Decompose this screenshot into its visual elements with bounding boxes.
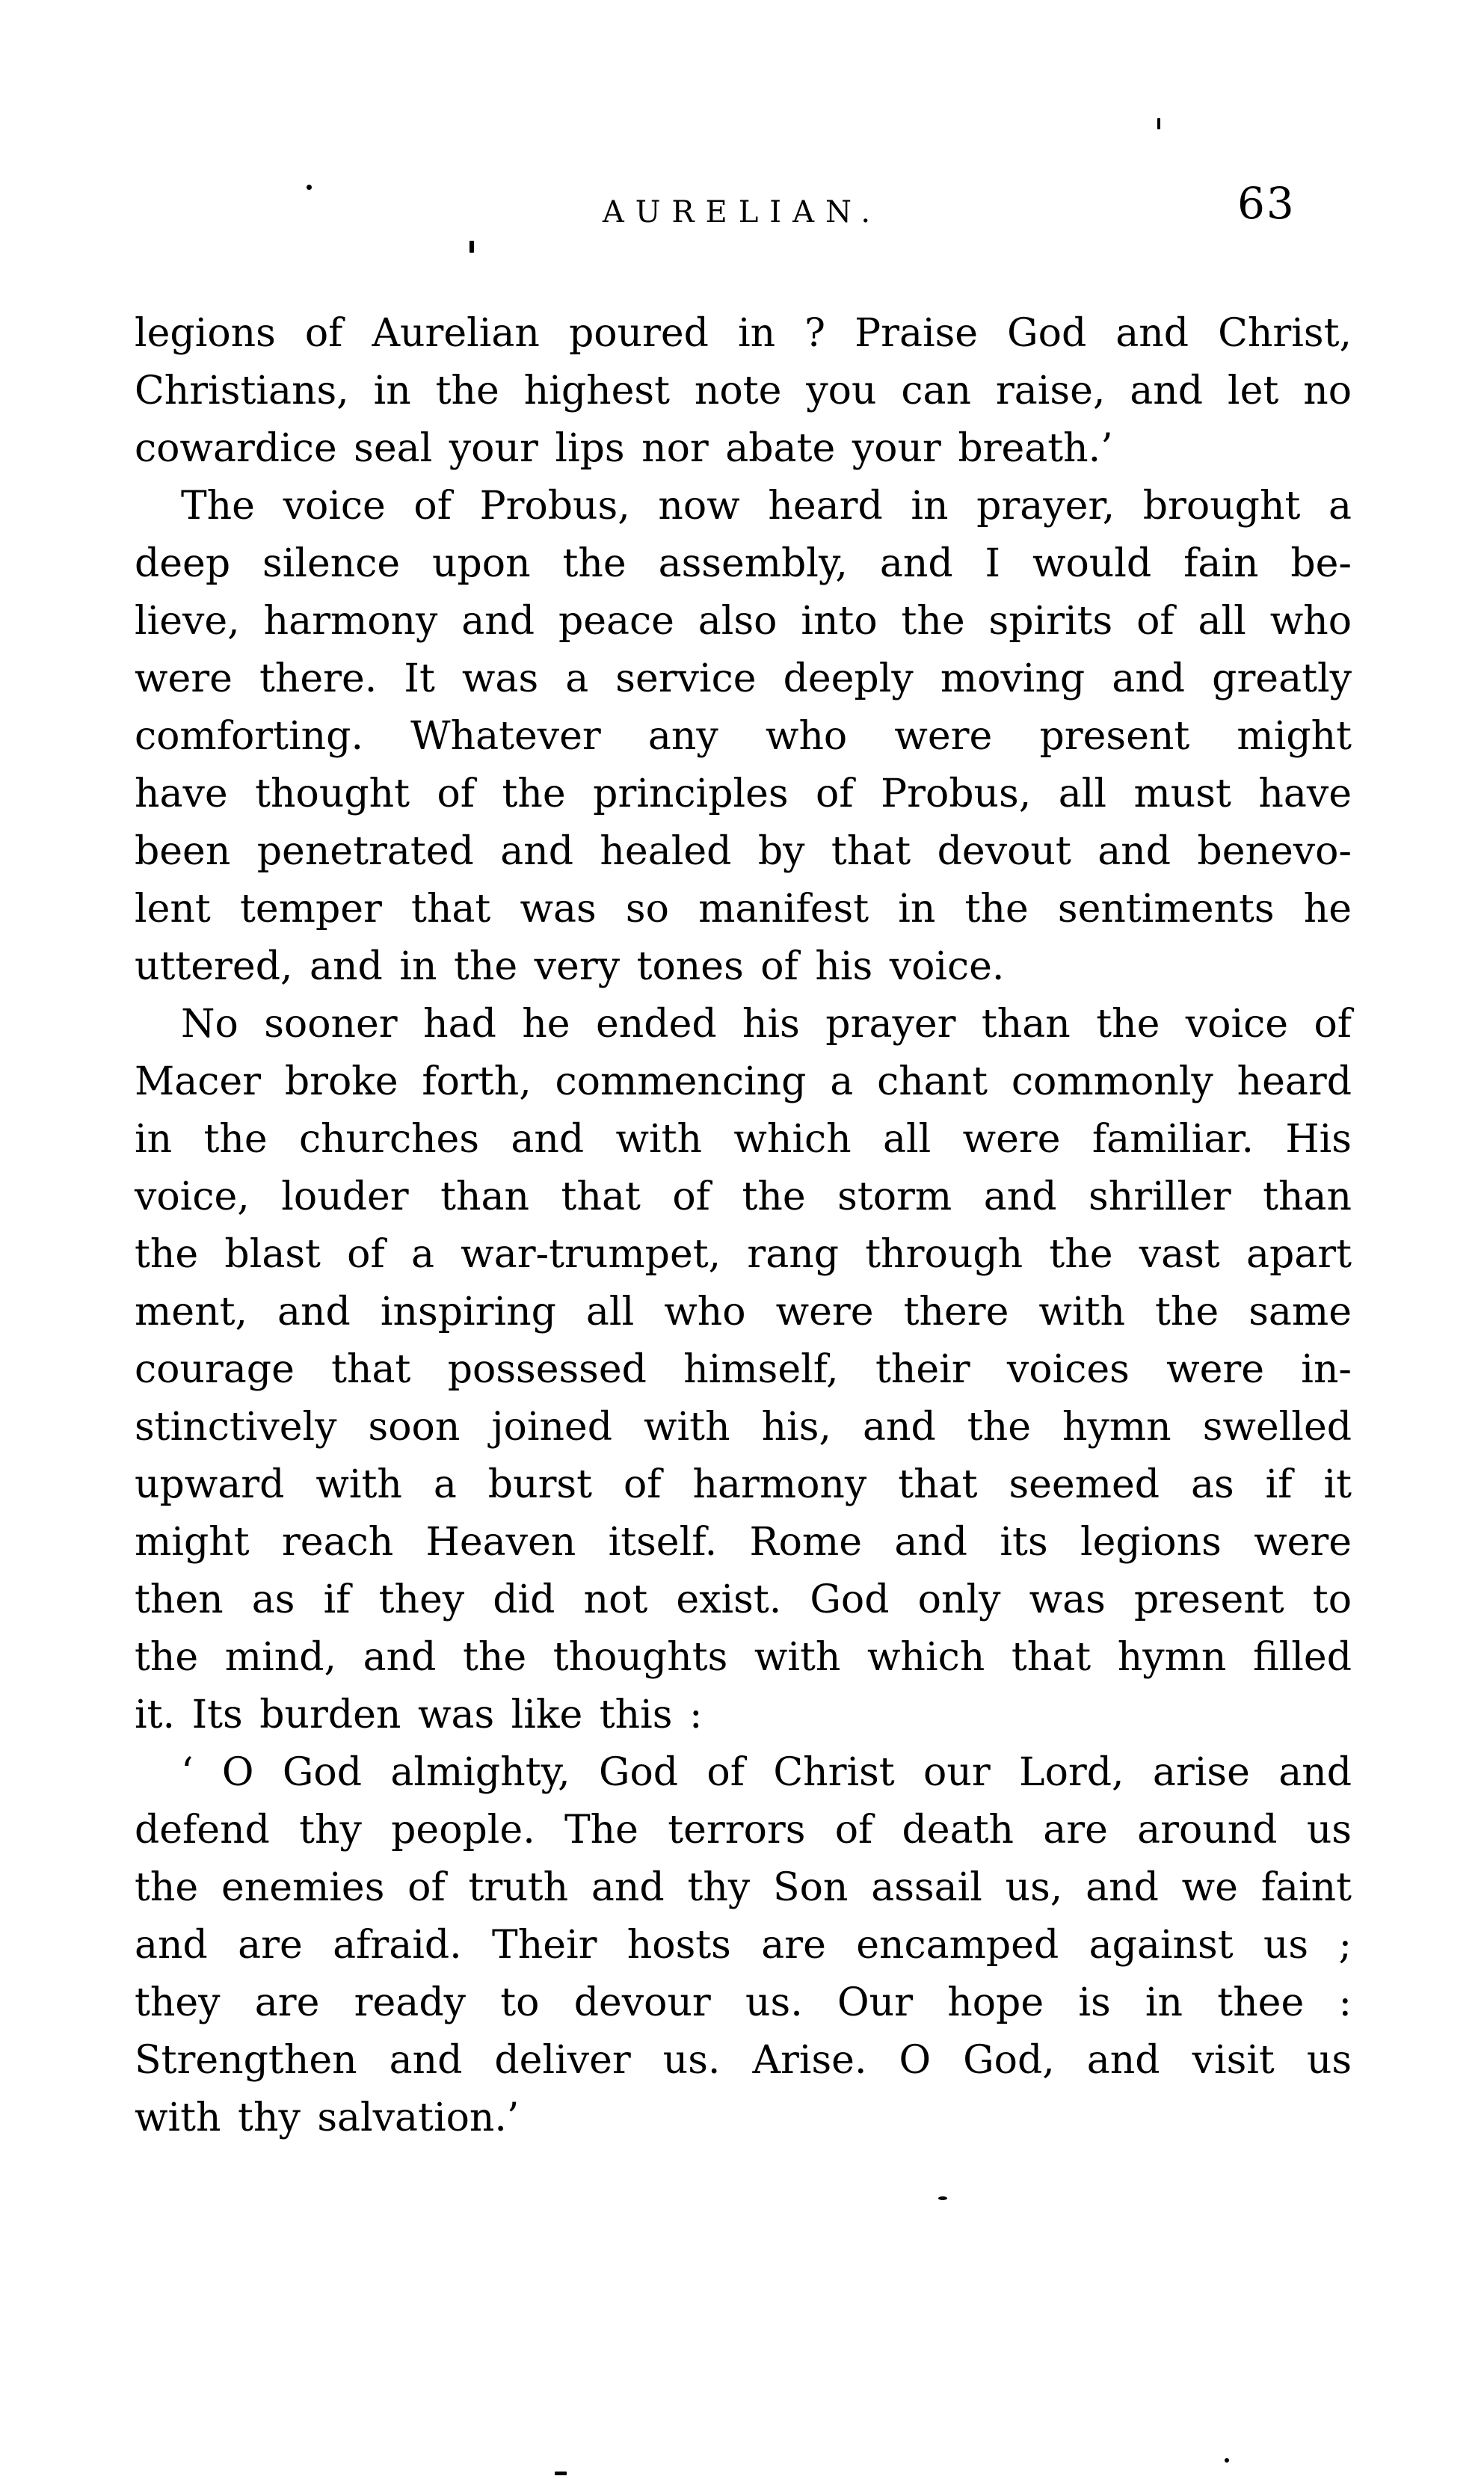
text-line: defend thy people. The terrors of death are around us: [135, 1808, 1352, 1853]
scan-speck: [469, 241, 474, 253]
text-line: it. Its burden was like this :: [135, 1693, 703, 1737]
text-line: been penetrated and healed by that devout and benevo-: [135, 829, 1352, 874]
page-number: 63: [1237, 178, 1296, 229]
running-head-title: AURELIAN.: [602, 195, 882, 230]
text-line: ment, and inspiring all who were there with the same: [135, 1290, 1352, 1334]
text-line: were there. It was a service deeply moving and greatly: [135, 656, 1352, 701]
text-line: cowardice seal your lips nor abate your breath.’: [135, 426, 1113, 471]
text-line: voice, louder than that of the storm and shriller than: [135, 1174, 1352, 1219]
text-line: deep silence upon the assembly, and I would fain be-: [135, 541, 1352, 586]
text-line: legions of Aurelian poured in ? Praise God and Christ,: [135, 311, 1352, 356]
text-line: the mind, and the thoughts with which that hymn filled: [135, 1635, 1352, 1680]
text-line: the enemies of truth and thy Son assail us, and we faint: [135, 1865, 1352, 1910]
text-line: upward with a burst of harmony that seemed as if it: [135, 1462, 1352, 1507]
text-line: the blast of a war-trumpet, rang through the vast apart: [135, 1232, 1352, 1277]
text-line: lent temper that was so manifest in the sentiments he: [135, 887, 1352, 931]
scan-speck: [938, 2196, 947, 2200]
text-line: might reach Heaven itself. Rome and its legions were: [135, 1520, 1352, 1565]
text-line: ‘ O God almighty, God of Christ our Lord, arise and: [181, 1750, 1352, 1795]
text-line: Macer broke forth, commencing a chant commonly heard: [135, 1059, 1352, 1104]
page-body: [135, 305, 1352, 2147]
text-line: Strengthen and deliver us. Arise. O God, and visit us: [135, 2038, 1352, 2083]
text-line: in the churches and with which all were familiar. His: [135, 1117, 1352, 1162]
scan-speck: [307, 185, 312, 190]
scan-speck: [1225, 2458, 1229, 2463]
text-line: with thy salvation.’: [135, 2095, 520, 2140]
text-line: comforting. Whatever any who were present might: [135, 714, 1352, 759]
text-line: lieve, harmony and peace also into the spirits of all who: [135, 599, 1352, 644]
text-line: and are afraid. Their hosts are encamped against us ;: [135, 1923, 1352, 1968]
scan-speck: [1157, 118, 1160, 129]
text-line: Christians, in the highest note you can raise, and let no: [135, 369, 1352, 413]
text-line: No sooner had he ended his prayer than the voice of: [181, 1002, 1352, 1047]
text-line: courage that possessed himself, their voices were in-: [135, 1347, 1352, 1392]
text-line: stinctively soon joined with his, and the hymn swelled: [135, 1405, 1352, 1450]
scan-speck: [555, 2472, 567, 2475]
text-line: they are ready to devour us. Our hope is in thee :: [135, 1980, 1352, 2025]
text-line: have thought of the principles of Probus, all must have: [135, 772, 1352, 816]
text-line: then as if they did not exist. God only was present to: [135, 1577, 1352, 1622]
text-line: The voice of Probus, now heard in prayer, brought a: [181, 484, 1352, 529]
text-line: uttered, and in the very tones of his voice.: [135, 944, 1005, 989]
